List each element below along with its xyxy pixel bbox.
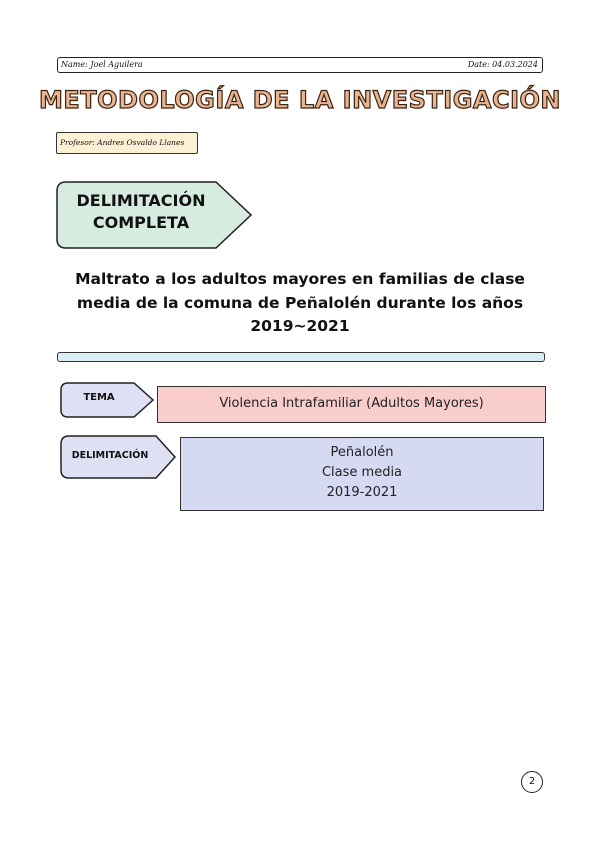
name-date-bar <box>57 57 543 73</box>
delimitacion-years: 2019-2021 <box>326 485 398 500</box>
professor-label: Profesor: Andres Osvaldo Llanes <box>56 132 198 154</box>
section-label <box>56 190 226 234</box>
subject-line1: Maltrato a los adultos mayores en familias de clase <box>75 270 525 288</box>
delimitacion-label: DELIMITACIÓN <box>71 450 149 461</box>
delimitacion-place: Peñalolén <box>330 445 394 460</box>
divider-bar <box>57 352 545 362</box>
delimitacion-class: Clase media <box>321 465 403 480</box>
delimitacion-values <box>180 437 544 511</box>
page-title: METODOLOGÍA DE LA INVESTIGACIÓN <box>38 86 562 114</box>
tema-value: Violencia Intrafamiliar (Adultos Mayores) <box>157 386 546 423</box>
subject-line3: 2019~2021 <box>250 317 350 335</box>
page-number: 2 <box>521 771 543 793</box>
tema-label: TEMA <box>83 392 115 403</box>
student-name: Name: Joel Aguilera <box>61 60 143 69</box>
section-label-line1: DELIMITACIÓN <box>76 191 206 210</box>
research-subject <box>60 268 540 339</box>
section-label-line2: COMPLETA <box>92 213 190 232</box>
date-text: Date: 04.03.2024 <box>467 60 538 69</box>
subject-line2: media de la comuna de Peñalolén durante los años <box>76 293 524 312</box>
